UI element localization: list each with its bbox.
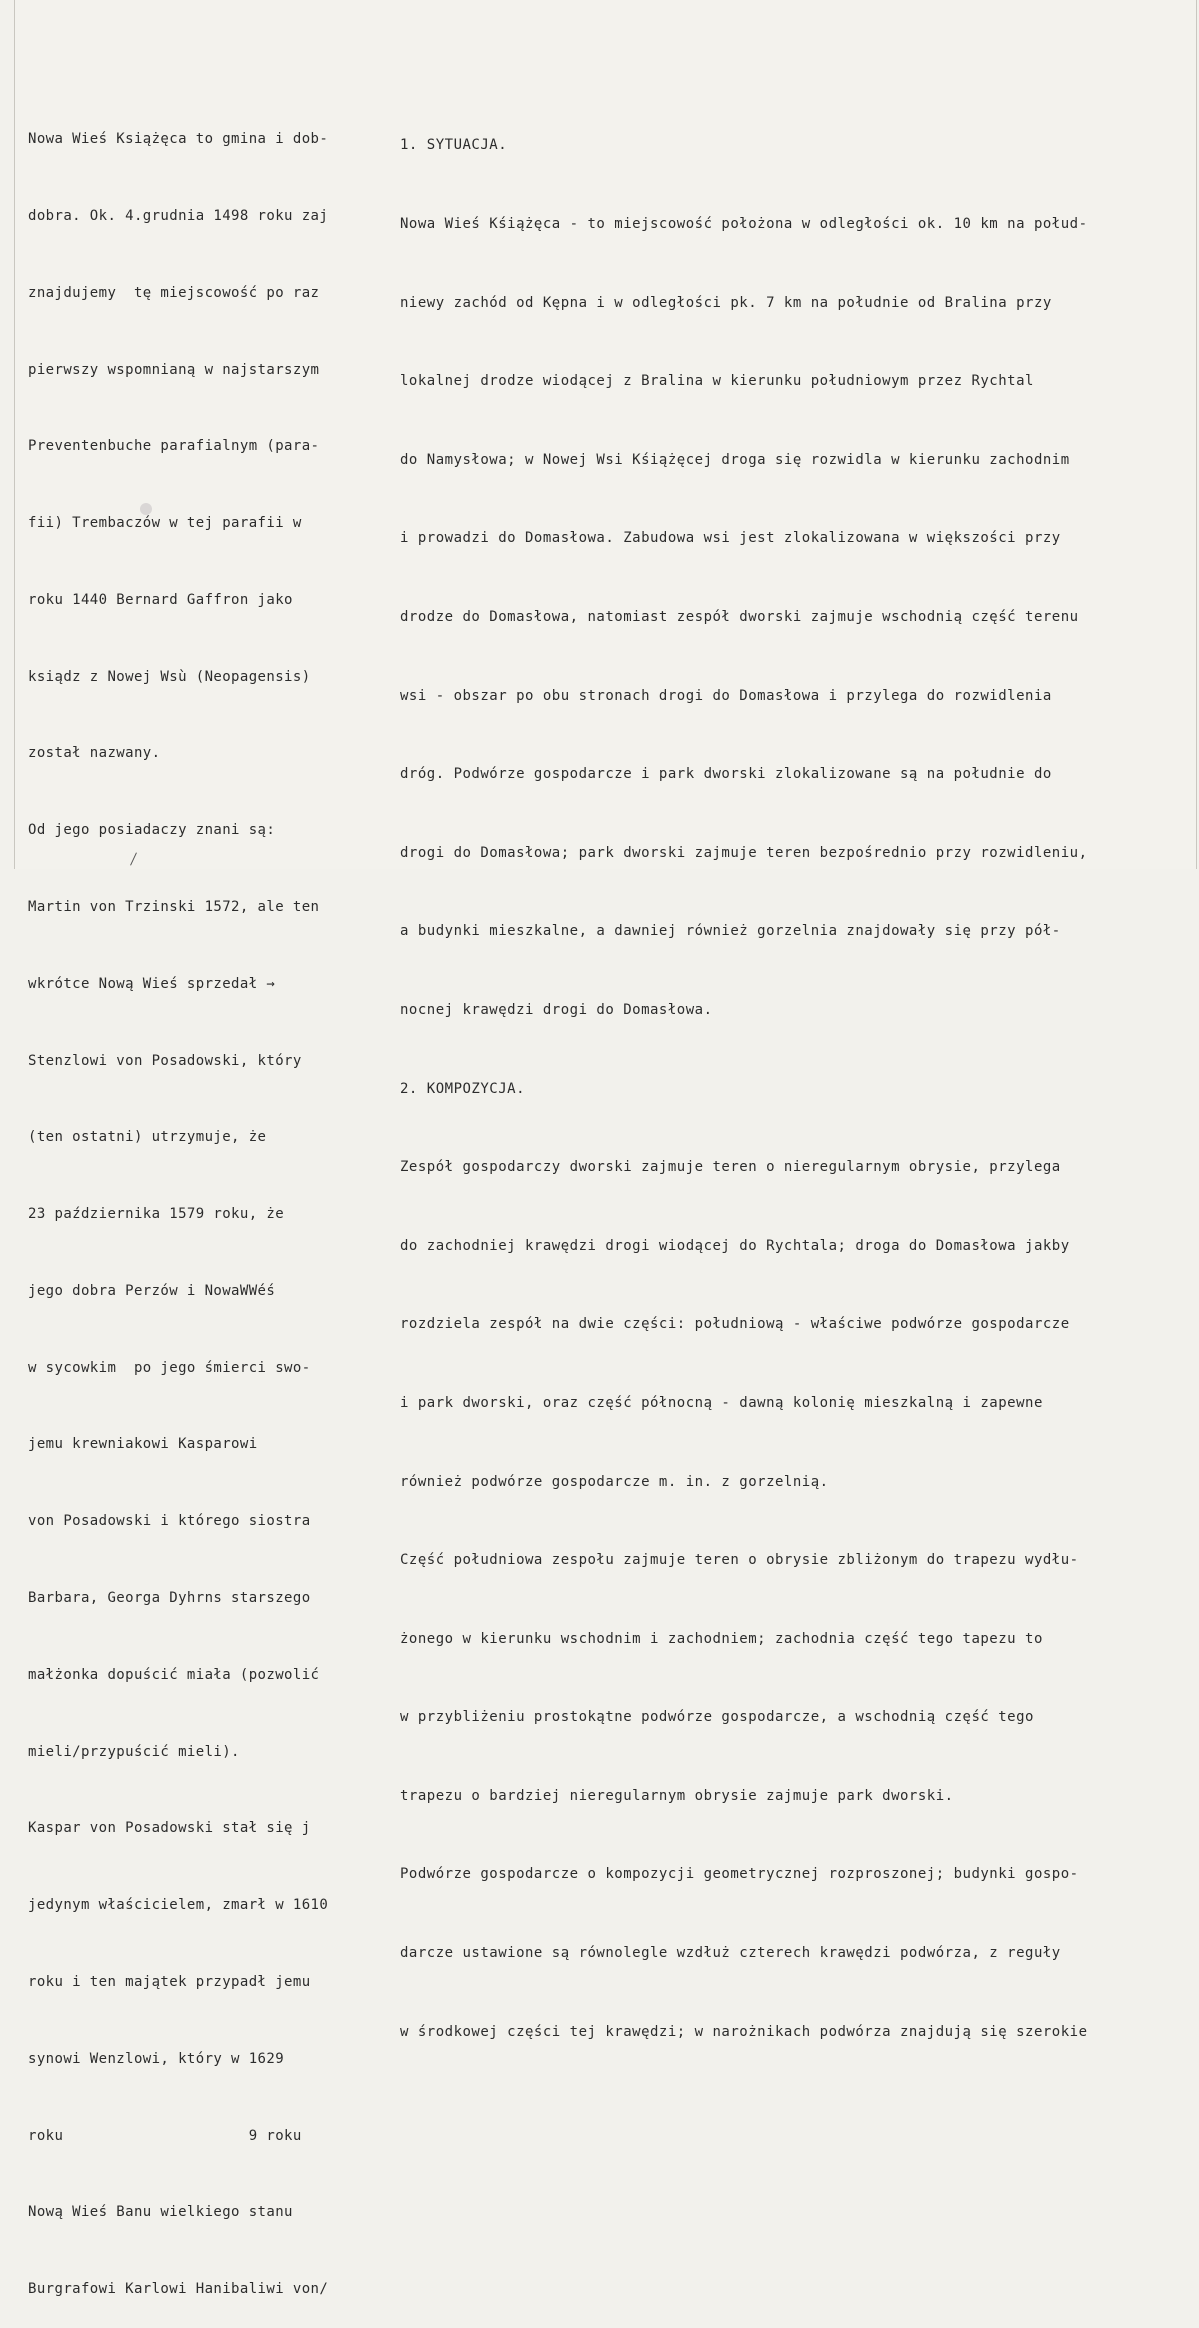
left-line: Stenzlowi von Posadowski, który xyxy=(28,1052,302,1069)
left-line: mieli/przypuścić mieli). xyxy=(28,1743,240,1760)
left-line: znajdujemy tę miejscowość po raz xyxy=(28,284,320,301)
left-line: dobra. Ok. 4.grudnia 1498 roku zaj xyxy=(28,207,329,224)
body-line: trapezu o bardziej nieregularnym obrysie zajmuje park dworski. xyxy=(400,1787,954,1804)
left-line: roku i ten majątek przypadł jemu xyxy=(28,1973,311,1990)
left-line: Od jego posiadaczy znani są: xyxy=(28,822,276,839)
left-line: jemu krewniakowi Kasparowi xyxy=(28,1436,258,1453)
left-line: jego dobra Perzów i NowaWWéś xyxy=(28,1282,276,1299)
body-line: w przybliżeniu prostokątne podwórze gospodarcze, a wschodnią część tego xyxy=(400,1709,1034,1726)
body-line: lokalnej drodze wiodącej z Bralina w kierunku południowym przez Rychtal xyxy=(400,373,1034,390)
body-line: drodze do Domasłowa, natomiast zespół dworski zajmuje wschodnią część terenu xyxy=(400,608,1079,625)
left-line: 23 października 1579 roku, że xyxy=(28,1206,285,1223)
left-line: Kaspar von Posadowski stał się j xyxy=(28,1820,311,1837)
left-line: von Posadowski i którego siostra xyxy=(28,1513,311,1530)
section-heading-composition: 2. KOMPOZYCJA. xyxy=(400,1080,526,1097)
body-line: drogi do Domasłowa; park dworski zajmuje teren bezpośrednio przy rozwidleniu, xyxy=(400,844,1088,861)
section-heading-situation: 1. SYTUACJA. xyxy=(400,137,508,154)
left-line: pierwszy wspomnianą w najstarszym xyxy=(28,361,320,378)
body-line: nocnej krawędzi drogi do Domasłowa. xyxy=(400,1001,713,1018)
body-line: również podwórze gospodarcze m. in. z gorzelnią. xyxy=(400,1473,829,1490)
left-line: ksiądz z Nowej Wsù (Neopagensis) xyxy=(28,668,311,685)
body-line: żonego w kierunku wschodnim i zachodniem; zachodnia część tego tapezu to xyxy=(400,1630,1043,1647)
body-line: rozdziela zespół na dwie części: południową - właściwe podwórze gospodarcze xyxy=(400,1316,1070,1333)
body-line: Zespół gospodarczy dworski zajmuje teren o nieregularnym obrysie, przylega xyxy=(400,1159,1061,1176)
left-line: małżonka dopuścić miała (pozwolić xyxy=(28,1666,320,1683)
left-line: Preventenbuche parafialnym (para- xyxy=(28,438,320,455)
body-line: i park dworski, oraz część północną - dawną kolonię mieszkalną i zapewne xyxy=(400,1394,1043,1411)
body-line: Nowa Wieś Kśiążęca - to miejscowość położona w odległości ok. 10 km na połud- xyxy=(400,216,1088,232)
left-line: Nową Wieś Banu wielkiego stanu xyxy=(28,2204,293,2221)
body-line: i prowadzi do Domasłowa. Zabudowa wsi jest zlokalizowana w większości przy xyxy=(400,530,1061,547)
right-column-description xyxy=(400,80,1190,2071)
body-line: Podwórze gospodarcze o kompozycji geometrycznej rozproszonej; budynki gospo- xyxy=(400,1866,1079,1883)
left-line: roku 9 roku xyxy=(28,2127,302,2144)
body-line: wsi - obszar po obu stronach drogi do Domasłowa i przylega do rozwidlenia xyxy=(400,687,1052,704)
left-line: roku 1440 Bernard Gaffron jako xyxy=(28,591,293,608)
left-line: Burgrafowi Karlowi Hanibaliwi von/ xyxy=(28,2281,329,2298)
body-line: do zachodniej krawędzi drogi wiodącej do Rychtala; droga do Domasłowa jakby xyxy=(400,1237,1070,1254)
left-column-notes xyxy=(28,76,378,2328)
body-line: niewy zachód od Kępna i w odległości pk. 7 km na południe od Bralina przy xyxy=(400,294,1052,311)
body-line: Część południowa zespołu zajmuje teren o obrysie zbliżonym do trapezu wydłu- xyxy=(400,1552,1079,1569)
left-line: wkrótce Nową Wieś sprzedał → xyxy=(28,975,276,992)
left-line: Nowa Wieś Książęca to gmina i dob- xyxy=(28,131,329,148)
body-line: w środkowej części tej krawędzi; w narożnikach podwórza znajdują się szerokie xyxy=(400,2023,1088,2040)
left-line: fii) Trembaczów w tej parafii w xyxy=(28,515,302,532)
body-line: do Namysłowa; w Nowej Wsi Kśiążęcej droga się rozwidla w kierunku zachodnim xyxy=(400,451,1070,468)
left-line: Barbara, Georga Dyhrns starszego xyxy=(28,1590,311,1607)
left-line: Martin von Trzinski 1572, ale ten xyxy=(28,899,320,915)
left-line: synowi Wenzlowi, który w 1629 xyxy=(28,2050,285,2067)
body-line: darcze ustawione są równolegle wzdłuż czterech krawędzi podwórza, z reguły xyxy=(400,1945,1061,1962)
left-line: jedynym właścicielem, zmarł w 1610 xyxy=(28,1897,329,1914)
body-line: a budynki mieszkalne, a dawniej również gorzelnia znajdowały się przy pół- xyxy=(400,923,1061,940)
left-line: został nazwany. xyxy=(28,745,161,762)
body-line: dróg. Podwórze gospodarcze i park dworski zlokalizowane są na południe do xyxy=(400,766,1052,783)
left-line: w sycowkim po jego śmierci swo- xyxy=(28,1359,311,1376)
left-line: (ten ostatni) utrzymuje, że xyxy=(28,1129,267,1146)
